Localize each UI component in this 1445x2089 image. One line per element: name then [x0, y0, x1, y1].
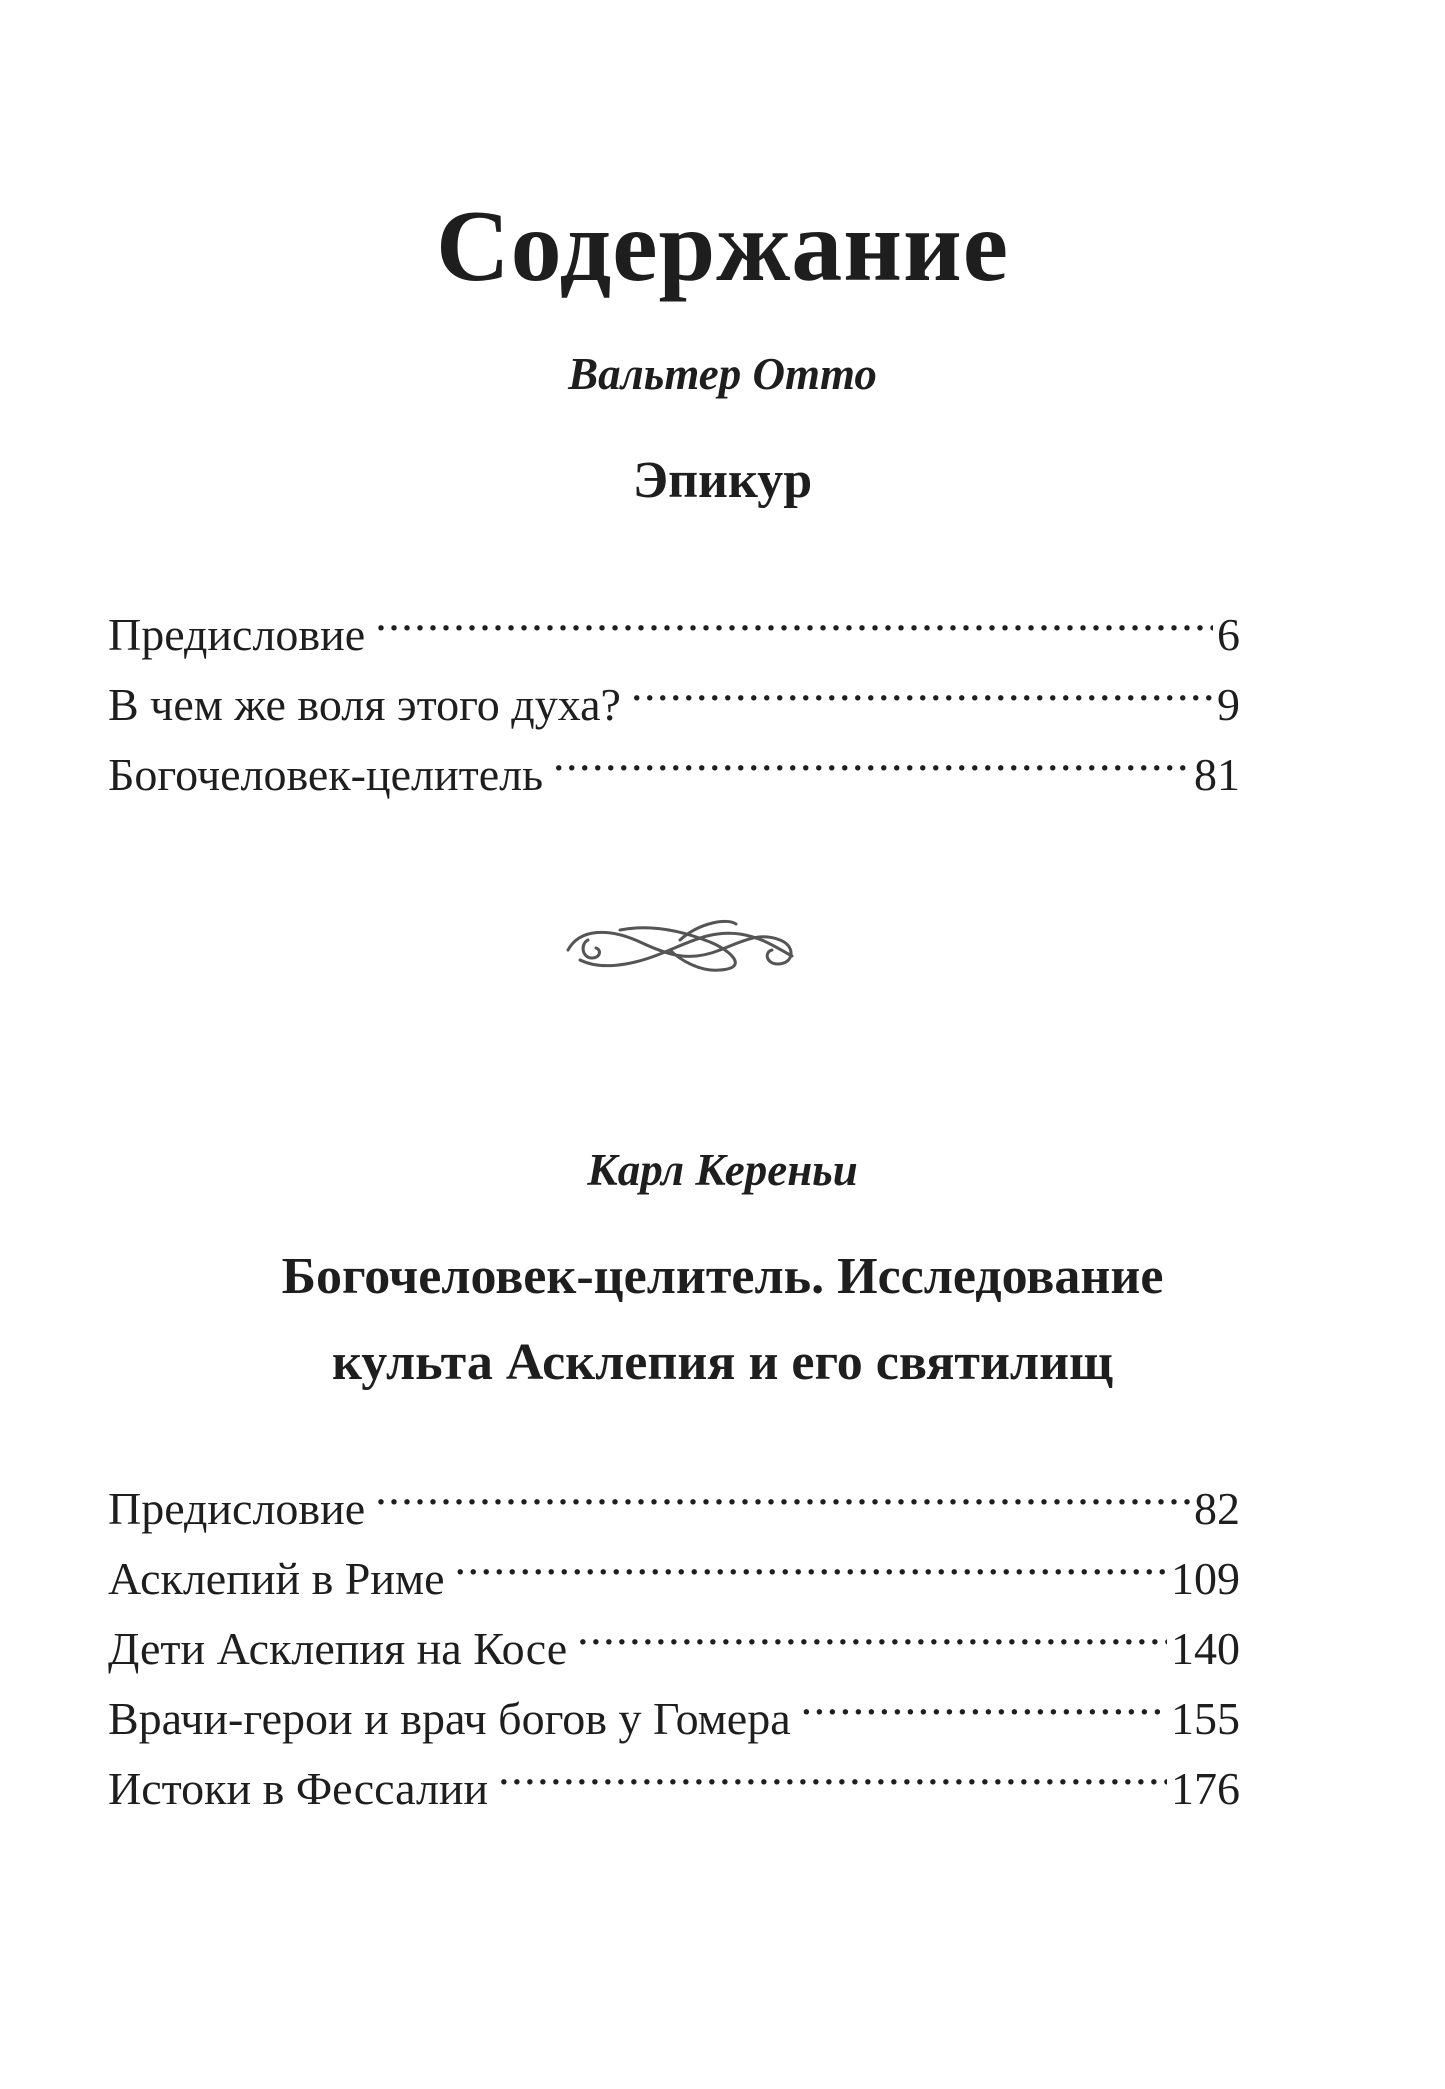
dot-leader: [553, 720, 1190, 790]
toc-entry-label: Предисловие: [108, 600, 375, 670]
dot-leader: [801, 1664, 1167, 1734]
toc-entry-page: 176: [1167, 1754, 1240, 1824]
work-title-line: Эпикур: [632, 452, 813, 509]
dot-leader: [455, 1524, 1167, 1594]
toc-entry-label: В чем же воля этого духа?: [108, 670, 631, 740]
dot-leader: [577, 1594, 1167, 1664]
dot-leader: [631, 650, 1213, 720]
toc-entry[interactable]: [108, 1454, 1240, 1534]
toc-entry-page: 82: [1190, 1474, 1240, 1544]
toc-entry-label: Асклепий в Риме: [108, 1544, 455, 1614]
flourish-divider-icon: [560, 910, 800, 982]
work-title-line: культа Асклепия и его святилищ: [332, 1334, 1113, 1391]
section-work-title: [0, 1234, 1445, 1406]
toc-entry[interactable]: [108, 580, 1240, 660]
toc-entry-page: 9: [1213, 670, 1240, 740]
toc-entry-label: Врачи-герои и врач богов у Гомера: [108, 1684, 801, 1754]
toc-entry-page: 155: [1167, 1684, 1240, 1754]
work-title-line: Богочеловек-целитель. Исследование: [281, 1248, 1164, 1305]
page-title: Содержание: [435, 190, 1010, 304]
toc-entry-page: 6: [1213, 600, 1240, 670]
dot-leader: [375, 1454, 1190, 1524]
toc-entry-page: 140: [1167, 1614, 1240, 1684]
section-work-title: [0, 438, 1445, 524]
toc-entry-page: 81: [1190, 740, 1240, 810]
section-author: Карл Кереньи: [587, 1145, 858, 1195]
dot-leader: [375, 580, 1213, 650]
toc-entry-page: 109: [1167, 1544, 1240, 1614]
toc-list: [108, 1454, 1240, 1814]
toc-entry-label: Истоки в Фессалии: [108, 1754, 498, 1824]
toc-entry-label: Предисловие: [108, 1474, 375, 1544]
toc-entry-label: Богочеловек-целитель: [108, 740, 553, 810]
toc-entry-label: Дети Асклепия на Косе: [108, 1614, 577, 1684]
section-author: Вальтер Отто: [568, 349, 877, 399]
toc-list: [108, 580, 1240, 800]
